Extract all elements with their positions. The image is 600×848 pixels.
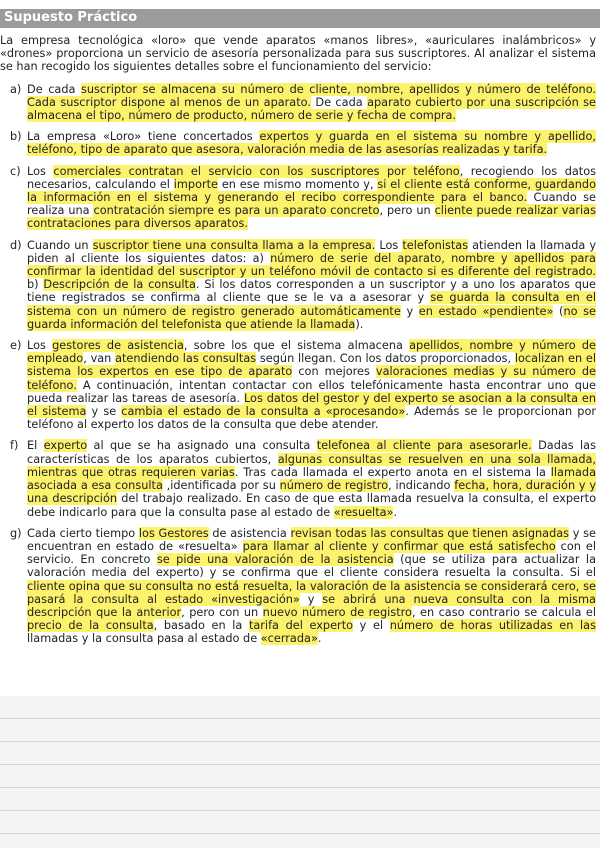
- text-segment: La empresa «Loro» tiene concertados: [27, 130, 260, 144]
- text-segment: De cada: [27, 82, 81, 96]
- text-segment: , pero un: [379, 204, 435, 218]
- highlighted-text: si el cliente está conforme, guardando la información en el sistema y generando el recibo correspondiente para el banco.: [27, 177, 596, 205]
- text-segment: El: [27, 439, 44, 453]
- highlighted-text: contratación siempre es para un aparato concreto: [93, 204, 380, 218]
- text-segment: con el servicio. En concreto: [27, 539, 596, 567]
- highlighted-text: expertos y guarda en el sistema su nombre y apellido, teléfono, tipo de aparato que asesora, valoración media de las asesorías realizadas y tarifa.: [27, 130, 596, 157]
- highlighted-text: se pide una valoración de la asistencia: [156, 553, 394, 567]
- answer-line: [0, 741, 600, 742]
- highlighted-text: revisan todas las consultas que tienen asignadas: [290, 526, 570, 540]
- text-segment: Cuando se realiza una: [27, 191, 596, 218]
- text-segment: ).: [355, 317, 364, 331]
- answer-line: [0, 764, 600, 765]
- text-segment: ,identificada por su: [162, 479, 280, 493]
- section-header: [0, 9, 600, 28]
- list-item: [0, 239, 596, 331]
- text-segment: , recogiendo los datos necesarios, calculando el: [27, 164, 597, 191]
- text-segment: .: [393, 505, 398, 519]
- item-letter: b): [10, 130, 22, 144]
- answer-area: [0, 696, 600, 848]
- text-segment: , indicando: [388, 479, 455, 493]
- highlighted-text: nuevo número de registro: [262, 605, 412, 619]
- text-segment: . Tras cada llamada el experto anota en el sistema la: [234, 465, 551, 479]
- text-segment: con mejores: [292, 365, 376, 379]
- text-segment: , sobre los que el sistema almacena: [183, 339, 410, 353]
- text-segment: Dadas las características de los aparatos cubiertos,: [27, 439, 596, 466]
- item-letter: c): [10, 164, 21, 178]
- item-letter: f): [10, 439, 19, 453]
- highlighted-text: valoraciones medias y su número de teléfono.: [27, 365, 597, 392]
- text-segment: atienden la llamada y piden al cliente los siguientes datos: a): [27, 238, 597, 265]
- highlighted-text: «cerrada»: [260, 632, 318, 646]
- text-segment: b): [27, 278, 44, 292]
- highlighted-text: cliente opina que su consulta no está resuelta, la valoración de la asistencia se considerará cero, se pasará la consulta al estado «investigación»: [27, 579, 596, 606]
- text-segment: al que se ha asignado una consulta: [87, 439, 317, 453]
- highlighted-text: suscriptor se almacena su número de cliente, nombre, apellidos y número de teléfono. Cada suscriptor dispone al menos de un aparato.: [27, 82, 596, 109]
- text-segment: (que se utiliza para actualizar la valoración media del experto) y se confirma que el cliente considera resuelta la consulta. Si el: [27, 553, 596, 580]
- highlighted-text: suscriptor tiene una consulta llama a la empresa.: [92, 238, 376, 252]
- text-segment: y se: [86, 405, 122, 419]
- text-segment: (: [553, 304, 564, 318]
- highlighted-text: número de registro: [279, 479, 389, 493]
- highlighted-text: apellidos, nombre y número de empleado: [27, 339, 597, 366]
- highlighted-text: localizan en el sistema los expertos en ese tipo de aparato: [27, 352, 596, 379]
- answer-line: [0, 833, 600, 834]
- text-segment: , van: [83, 352, 116, 366]
- highlighted-text: «resuelta»: [333, 505, 394, 519]
- item-letter: d): [10, 238, 22, 252]
- highlighted-text: no se guarda información del telefonista que atiende la llamada: [27, 304, 597, 331]
- text-segment: Los: [27, 164, 54, 178]
- highlighted-text: los Gestores: [138, 526, 209, 540]
- text-segment: en ese mismo momento y,: [218, 177, 378, 191]
- text-segment: . Además se le proporcionan por teléfono al experto los datos de la consulta que debe atender.: [27, 405, 596, 432]
- list-item: [0, 439, 596, 518]
- text-segment: , basado en la: [153, 619, 249, 633]
- text-segment: . Si los datos corresponden a un suscriptor y a uno los aparatos que tiene registrados se confirma al cliente que se le va a asesorar y: [27, 278, 596, 305]
- highlighted-text: Los datos del gestor y del experto se asocian a la consulta en el sistema: [27, 391, 596, 419]
- highlighted-text: experto: [43, 439, 88, 453]
- item-letter: e): [10, 339, 22, 353]
- highlighted-text: Descripción de la consulta: [43, 278, 196, 292]
- answer-line: [0, 787, 600, 788]
- text-segment: y se encuentran en estado de «resuelta»: [27, 526, 596, 553]
- list-item: [0, 165, 596, 231]
- text-segment: del trabajo realizado. En caso de que esta llamada resuelva la consulta, el experto debe indicarlo para que la consulta pase al estado de: [27, 492, 596, 519]
- highlighted-text: tarifa del experto: [248, 619, 354, 633]
- text-segment: Cada cierto tiempo: [27, 526, 139, 540]
- list-item: [0, 130, 596, 156]
- highlighted-text: importe: [173, 177, 218, 191]
- highlighted-text: fecha, hora, duración y y una descripción: [27, 479, 597, 506]
- highlighted-text: en estado «pendiente»: [418, 304, 554, 318]
- item-letter: g): [10, 526, 22, 540]
- highlighted-text: telefonistas: [402, 238, 469, 252]
- text-segment: Los: [375, 238, 403, 252]
- text-segment: Los: [27, 339, 53, 353]
- highlighted-text: atendiendo las consultas: [115, 352, 257, 366]
- text-segment: llamadas y la consulta pasa al estado de: [27, 632, 261, 646]
- requirements-list: [0, 83, 596, 646]
- text-segment: según llegan. Con los datos proporcionados,: [256, 352, 515, 366]
- text-segment: , pero con un: [181, 605, 263, 619]
- list-item: [0, 339, 596, 431]
- highlighted-text: número de serie del aparato, nombre y apellidos para confirmar la identidad del suscriptor y un teléfono móvil de contacto si es diferente del registrado.: [27, 251, 596, 279]
- item-letter: a): [10, 82, 22, 96]
- highlighted-text: aparato cubierto por una suscripción se almacena el tipo, número de producto, número de serie y fecha de compra.: [27, 95, 596, 123]
- highlighted-text: comerciales contratan el servicio con los suscriptores por teléfono: [53, 164, 460, 178]
- text-segment: A continuación, intentan contactar con ellos telefónicamente hasta encontrar uno que pueda realizar las tareas de asesoría.: [27, 378, 596, 405]
- case-study-body: [0, 34, 596, 654]
- highlighted-text: se abrirá una nueva consulta con la misma descripción que la anterior: [27, 592, 596, 619]
- highlighted-text: se guarda la consulta en el sistema con un número de registro generado automáticamente: [27, 291, 597, 318]
- section-title: Supuesto Práctico: [4, 10, 138, 25]
- answer-line: [0, 718, 600, 719]
- highlighted-text: cambia el estado de la consulta a «procesando»: [121, 405, 406, 419]
- text-segment: y: [400, 304, 419, 318]
- highlighted-text: número de horas utilizadas en las: [389, 619, 596, 633]
- text-segment: de asistencia: [208, 526, 291, 540]
- text-segment: , en caso contrario se calcula el: [411, 605, 596, 619]
- text-segment: De cada: [310, 95, 368, 109]
- highlighted-text: para llamar al cliente y confirmar que está satisfecho: [242, 539, 556, 553]
- highlighted-text: precio de la consulta: [27, 619, 154, 633]
- list-item: [0, 527, 596, 646]
- highlighted-text: algunas consultas se resuelven en una sola llamada, mientras que otras requieren varias: [27, 452, 596, 479]
- highlighted-text: llamada asociada a esa consulta: [27, 465, 596, 493]
- text-segment: y el: [353, 619, 390, 633]
- text-segment: Cuando un: [27, 238, 93, 252]
- list-item: [0, 83, 596, 123]
- highlighted-text: cliente puede realizar varias contrataciones para diversos aparatos.: [27, 204, 596, 231]
- intro-paragraph: La empresa tecnológica «loro» que vende aparatos «manos libres», «auriculares inalámbricos» y «drones» proporciona un servicio de asesoría personalizada para sus suscriptores. Al analizar el sistema se han recogido los siguientes detalles sobre el funcionamiento del servicio:: [0, 34, 596, 74]
- text-segment: .: [317, 632, 322, 646]
- text-segment: y: [299, 592, 323, 606]
- highlighted-text: gestores de asistencia: [52, 339, 184, 353]
- answer-line: [0, 810, 600, 811]
- highlighted-text: telefonea al cliente para asesorarle.: [316, 439, 532, 453]
